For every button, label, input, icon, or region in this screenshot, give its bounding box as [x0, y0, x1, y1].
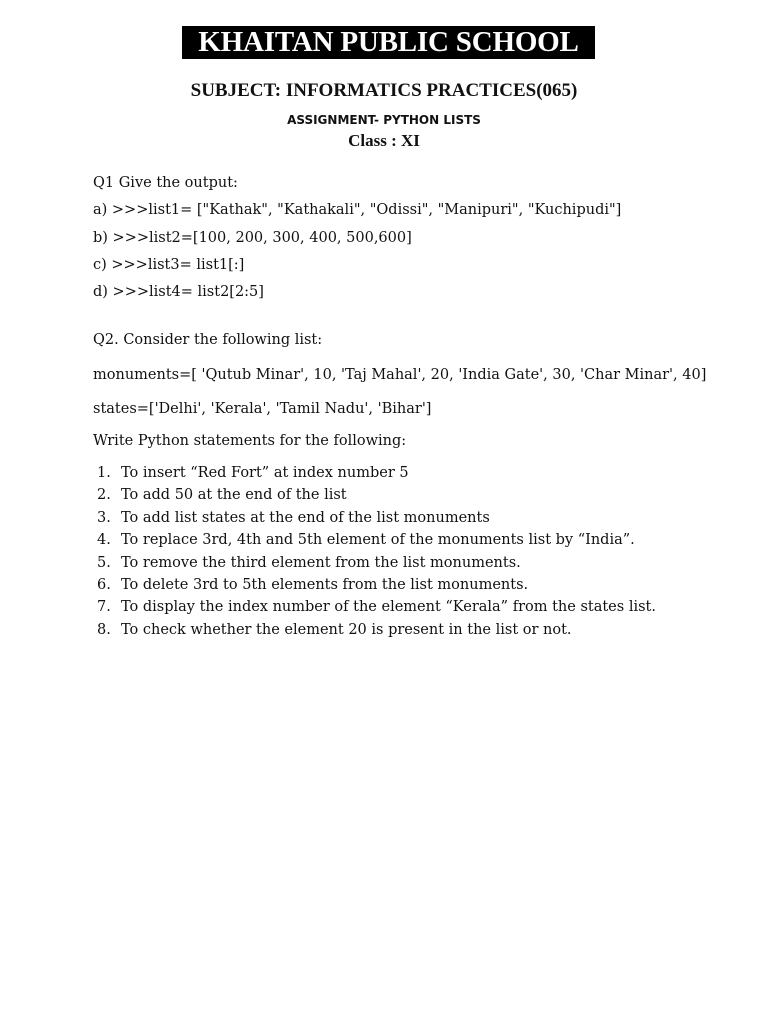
list-item — [93, 596, 656, 618]
monuments-list: monuments=[ 'Qutub Minar', 10, 'Taj Mahal', 20, 'India Gate', 30, 'Char Minar', 40] — [93, 367, 707, 383]
task-number: 4. — [97, 532, 111, 549]
list-item — [93, 462, 656, 484]
q1-heading: Q1 Give the output: — [93, 175, 238, 191]
q2-instruction: Write Python statements for the following: — [93, 433, 407, 449]
task-number: 5. — [97, 554, 111, 571]
list-item — [93, 484, 656, 506]
states-list: states=['Delhi', 'Kerala', 'Tamil Nadu', 'Bihar'] — [93, 401, 432, 417]
class-heading: Class : XI — [348, 131, 420, 150]
task-text: To delete 3rd to 5th elements from the list monuments. — [121, 576, 529, 593]
q1-item-a: a) >>>list1= ["Kathak", "Kathakali", "Odissi", "Manipuri", "Kuchipudi"] — [93, 202, 622, 218]
task-number: 3. — [97, 509, 111, 526]
task-text: To remove the third element from the list monuments. — [121, 554, 521, 571]
task-text: To replace 3rd, 4th and 5th element of the monuments list by “India”. — [121, 532, 635, 549]
task-text: To add list states at the end of the list monuments — [121, 509, 490, 526]
task-number: 7. — [97, 599, 111, 616]
q1-item-d: d) >>>list4= list2[2:5] — [93, 284, 264, 300]
task-list — [93, 462, 656, 641]
q2-heading: Q2. Consider the following list: — [93, 332, 323, 348]
list-item — [93, 552, 656, 574]
task-text: To insert “Red Fort” at index number 5 — [121, 465, 409, 481]
subject-heading: SUBJECT: INFORMATICS PRACTICES(065) — [190, 80, 578, 101]
task-number: 1. — [97, 465, 111, 481]
task-number: 8. — [97, 621, 111, 638]
task-number: 6. — [97, 576, 111, 593]
task-text: To check whether the element 20 is present in the list or not. — [121, 621, 572, 638]
task-text: To display the index number of the element “Kerala” from the states list. — [121, 599, 656, 616]
list-item — [93, 507, 656, 529]
list-item — [93, 529, 656, 551]
task-number: 2. — [97, 487, 111, 504]
q1-item-b: b) >>>list2=[100, 200, 300, 400, 500,600] — [93, 230, 412, 246]
list-item — [93, 574, 656, 596]
q1-item-c: c) >>>list3= list1[:] — [93, 257, 245, 273]
school-title: KHAITAN PUBLIC SCHOOL — [182, 26, 595, 59]
list-item — [93, 619, 656, 641]
assignment-heading: ASSIGNMENT- PYTHON LISTS — [287, 113, 481, 127]
task-text: To add 50 at the end of the list — [121, 487, 347, 504]
